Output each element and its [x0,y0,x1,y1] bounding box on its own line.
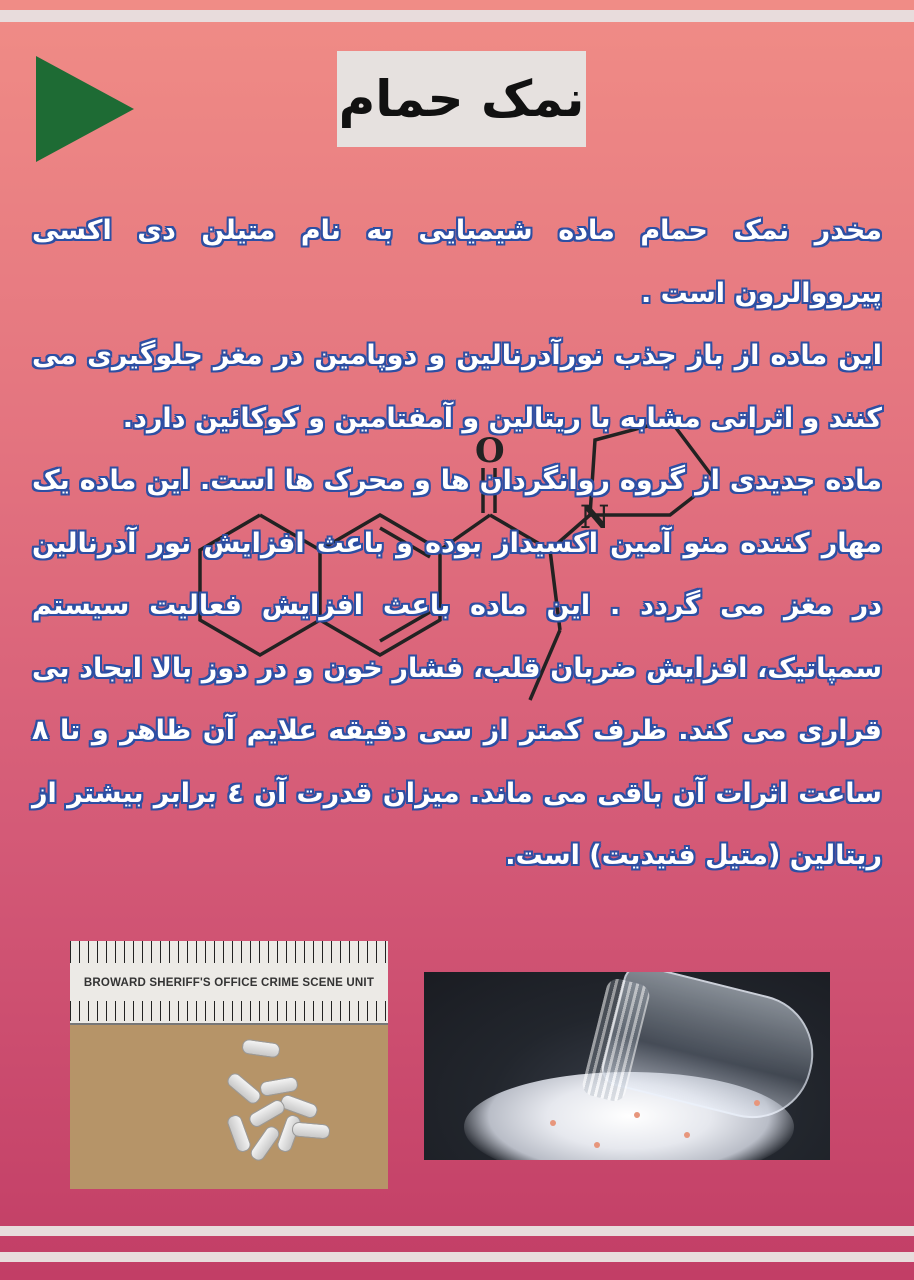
capsule [241,1038,281,1058]
paragraph-details: ماده جدیدی از گروه روانگردان ها و محرک ها است. این ماده یک مهار کننده منو آمین اکسیداز بوده و باعث افزایش نور آدرنالین در مغز می گردد . این ماده باعث افزایش فعالیت سیستم سمپاتیک، افزایش ضربان قلب، فشار خون و در دوز بالا ایجاد بی قراری می کند. ظرف کمتر از سی دقیقه علایم آن ظاهر و تا ۸ ساعت اثرات آن باقی می ماند. میزان قدرت آن ٤ برابر بیشتر از ریتالین (متیل فنیدیت) است. [32,465,882,871]
paragraph-intro: مخدر نمک حمام ماده شیمیایی به نام متیلن دی اکسی پیرووالرون است . [32,215,882,309]
bath-salt-photo [424,972,830,1160]
play-triangle-icon [36,56,134,162]
top-stripe [0,10,914,22]
body-text [32,200,882,888]
ruler-label: BROWARD SHERIFF'S OFFICE CRIME SCENE UNIT [83,977,375,989]
bottom-stripe-2 [0,1252,914,1262]
bottom-stripe-1 [0,1226,914,1236]
capsule [291,1121,330,1139]
oxygen-label: O [475,431,505,471]
capsule [225,1071,264,1107]
evidence-ruler [70,941,388,1025]
capsules-photo [70,941,388,1189]
paragraph-effects: این ماده از باز جذب نورآدرنالین و دوپامین در مغز جلوگیری می کنند و اثراتی مشابه با ریتالین و آمفتامین و کوکائین دارد. [32,340,882,434]
title-box [337,51,586,147]
nitrogen-label: N [580,498,610,536]
page-title: نمک حمام [338,70,585,128]
capsule [259,1076,299,1097]
